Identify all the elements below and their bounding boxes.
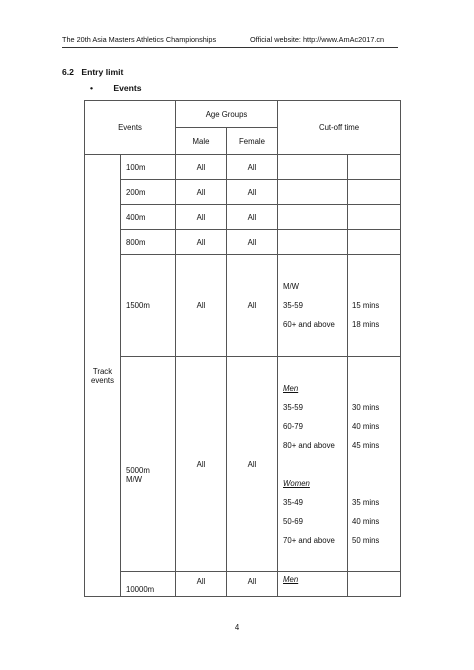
female-value: All — [227, 155, 278, 180]
bullet-icon: • — [90, 83, 94, 93]
male-value: All — [176, 357, 227, 572]
female-value: All — [227, 180, 278, 205]
cutoff-time-cell — [348, 180, 401, 205]
table-row — [85, 255, 401, 357]
male-value: All — [176, 155, 227, 180]
track-events-category — [85, 155, 121, 597]
female-header: Female — [227, 128, 278, 155]
age-range: 50-69 — [283, 516, 303, 526]
cutoff-cell — [278, 205, 348, 230]
bullet-heading — [90, 83, 142, 93]
cutoff-cell — [278, 230, 348, 255]
female-value: All — [227, 572, 278, 597]
cutoff-time-cell — [348, 357, 401, 572]
female-value: All — [227, 357, 278, 572]
table-row — [85, 357, 401, 572]
female-value: All — [227, 230, 278, 255]
cutoff-time: 15 mins — [352, 301, 380, 310]
table-row — [85, 155, 401, 180]
cutoff-time-cell — [348, 205, 401, 230]
age-range: 70+ and above — [283, 535, 335, 545]
header-website: Official website: http://www.AmAc2017.cn — [250, 35, 385, 44]
bullet-text: Events — [113, 83, 142, 93]
cutoff-age-cell — [278, 357, 348, 572]
event-name: 1500m — [121, 255, 176, 357]
cutoff-cell — [278, 155, 348, 180]
men-label: Men — [283, 575, 299, 584]
age-range: 60-79 — [283, 421, 303, 431]
cutoff-time-cell — [348, 255, 401, 357]
table-row — [85, 230, 401, 255]
female-value: All — [227, 205, 278, 230]
category-line: events — [91, 375, 114, 385]
age-range: 35-49 — [283, 497, 303, 507]
male-value: All — [176, 180, 227, 205]
table-row — [85, 180, 401, 205]
section-number: 6.2 — [62, 67, 74, 77]
cutoff-header: Cut-off time — [278, 101, 401, 155]
male-value: All — [176, 205, 227, 230]
cutoff-time: 18 mins — [352, 320, 380, 329]
event-name: 200m — [121, 180, 176, 205]
male-value: All — [176, 230, 227, 255]
male-value: All — [176, 255, 227, 357]
cutoff-age-cell — [278, 572, 348, 597]
age-groups-header: Age Groups — [176, 101, 278, 128]
table-row — [85, 572, 401, 597]
cutoff-time: 30 mins — [352, 402, 380, 412]
page-header — [62, 35, 398, 48]
age-range: 35-59 — [283, 301, 303, 310]
cutoff-time-cell — [348, 155, 401, 180]
age-range: 35-59 — [283, 402, 303, 412]
cutoff-time-cell — [348, 572, 401, 597]
event-name-line: 5000m — [126, 466, 150, 475]
male-header: Male — [176, 128, 227, 155]
cutoff-subhead: M/W — [283, 282, 300, 291]
category-line: Track — [92, 366, 113, 376]
event-name: 400m — [121, 205, 176, 230]
cutoff-age-cell — [278, 255, 348, 357]
cutoff-time: 40 mins — [352, 421, 380, 431]
cutoff-time: 50 mins — [352, 535, 380, 545]
cutoff-time: 40 mins — [352, 516, 380, 526]
page-number: 4 — [234, 623, 240, 632]
entry-limit-table — [84, 100, 401, 597]
table-row — [85, 205, 401, 230]
age-range: 80+ and above — [283, 440, 335, 450]
men-label: Men — [283, 383, 299, 393]
event-name-line: M/W — [126, 475, 143, 484]
event-name: 800m — [121, 230, 176, 255]
header-title: The 20th Asia Masters Athletics Championships — [62, 35, 217, 44]
cutoff-time-cell — [348, 230, 401, 255]
event-name: 100m — [121, 155, 176, 180]
section-heading — [62, 67, 123, 77]
women-label: Women — [283, 478, 310, 488]
female-value: All — [227, 255, 278, 357]
event-name — [121, 357, 176, 572]
cutoff-time: 35 mins — [352, 497, 380, 507]
section-title: Entry limit — [81, 67, 124, 77]
events-header: Events — [85, 101, 176, 155]
event-name: 10000m — [121, 572, 176, 597]
male-value: All — [176, 572, 227, 597]
cutoff-cell — [278, 180, 348, 205]
cutoff-time: 45 mins — [352, 440, 380, 450]
age-range: 60+ and above — [283, 320, 335, 329]
